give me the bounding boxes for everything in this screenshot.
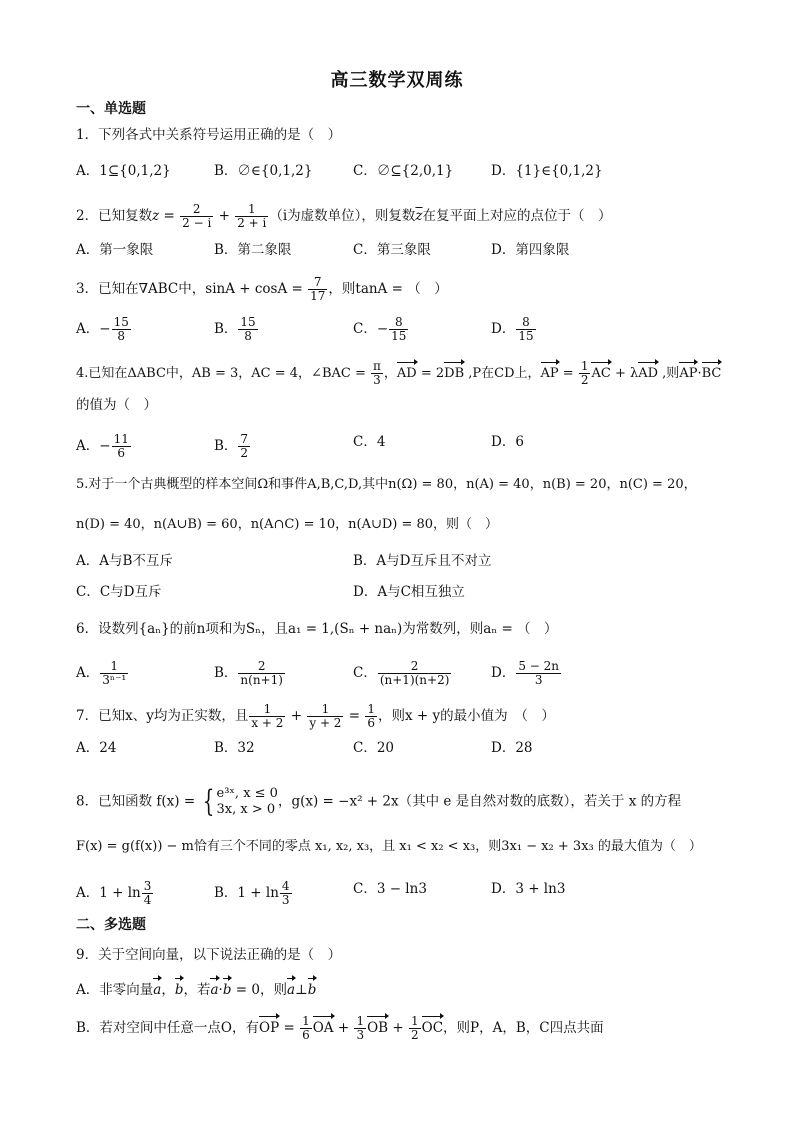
question-6-option-b: B． $\frac{2}{n(n+1)}$ [214,659,283,687]
question-7-option-b: B．32 [214,740,255,756]
question-3-stem: 3．已知在∇ABC中，sinA + cosA = $\frac{7}{17}$ ，则tanA = （ ） [76,275,448,303]
question-3-option-c: C．− $\frac{8}{15}$ [353,315,407,343]
question-5-option-d: D．A与C相互独立 [353,584,465,600]
question-8-stem-line2: F(x) = g(f(x)) − m恰有三个不同的零点 x₁, x₂, x₃，且 x₁ < x₂ < x₃，则3x₁ − x₂ + 3x₃ 的最大值为（ ） [76,839,702,854]
question-5-stem: 5.对于一个古典概型的样本空间Ω和事件A,B,C,D,其中n(Ω) = 80，n(A) = 40，n(B) = 20，n(C) = 20， [76,477,697,492]
question-2-stem: 2．已知复数z = $\frac{2}{2 - i}$ + $\frac{1}{2 + i}$ （i为虚数单位），则复数$\overline{z}$在复平面上对应的点位于（ ） [76,202,612,230]
question-3-option-a: A．− $\frac{15}{8}$ [76,315,129,343]
question-6-option-c: C． $\frac{2}{(n+1)(n+2)}$ [353,659,450,687]
question-5-stem-line2: n(D) = 40，n(A∪B) = 60，n(A∩C) = 10，n(A∪D) = 80，则（ ） [76,517,499,532]
question-8-option-d: D．3 + ln3 [491,881,566,897]
question-3-option-d: D． $\frac{8}{15}$ [491,315,534,343]
section-heading-multiple-choice: 二、多选题 [76,917,146,933]
question-1-option-c: C．∅⊆{2,0,1} [353,163,454,179]
fraction: $\frac{7}{17}$ [310,275,326,303]
question-4-option-c: C．4 [353,434,386,450]
question-7-option-d: D．28 [491,740,533,756]
question-6-stem: 6．设数列{aₙ}的前n项和为Sₙ，且a₁ = 1,(Sₙ + naₙ)为常数列，则aₙ = （ ） [76,621,558,637]
question-2-option-a: A．第一象限 [76,242,154,258]
question-5-option-b: B．A与D互斥且不对立 [353,553,492,569]
section-heading-single-choice: 一、单选题 [76,101,146,117]
question-1-option-d: D．{1}∈{0,1,2} [491,163,603,179]
question-4-stem: 4.已知在ΔABC中，AB = 3，AC = 4，∠BAC = $\frac{\pi}{3}$ ，AD = 2DB ,P在CD上，AP = $\frac{1}{2}$ AC + λAD ,则AP·BC [76,359,722,387]
question-8-stem: 8．已知函数 f(x) = { e³ˣ, x ≤ 0 3x, x > 0 ，g(x) = −x² + 2x（其中 e 是自然对数的底数），若关于 x 的方程 [76,784,682,819]
question-6-option-a: A． $\frac{1}{\text{3ⁿ⁻¹}}$ [76,659,127,687]
fraction: $\frac{1}{2 + i}$ [237,202,267,230]
question-6-option-d: D． $\frac{5 - 2n}{3}$ [491,659,560,687]
question-1-stem: 1．下列各式中关系符号运用正确的是（ ） [76,127,342,143]
question-8-option-c: C．3 − ln3 [353,881,427,897]
question-8-option-a: A．1 + ln $\frac{3}{4}$ [76,879,152,907]
question-2-option-c: C．第三象限 [353,242,431,258]
question-7-stem: 7．已知x、y均为正实数，且 $\frac{1}{x + 2}$ + $\frac{1}{y + 2}$ = $\frac{1}{6}$ ，则x + y的最小值为 （ ） [76,702,555,730]
question-9-option-b: B．若对空间中任意一点O，有OP = $\frac{1}{6}$ OA + $\frac{1}{3}$ OB + $\frac{1}{2}$ OC，则P，A，B，C四点共面 [76,1014,604,1042]
question-2-option-d: D．第四象限 [491,242,570,258]
page-title: 高三数学双周练 [330,70,464,91]
question-2-option-b: B．第二象限 [214,242,292,258]
fraction: $\frac{2}{2 - i}$ [182,202,212,230]
question-3-option-b: B． $\frac{15}{8}$ [214,315,256,343]
question-4-option-a: A．− $\frac{11}{6}$ [76,432,129,460]
question-7-option-a: A．24 [76,740,117,756]
question-1-option-a: A．1⊆{0,1,2} [76,163,171,179]
question-4-stem-line2: 的值为（ ） [76,397,157,413]
question-7-option-c: C．20 [353,740,395,756]
question-9-option-a: A．非零向量a，b，若a·b = 0，则a⊥b [76,982,317,998]
question-5-option-c: C．C与D互斥 [76,584,162,600]
question-1-option-b: B．∅∈{0,1,2} [214,163,313,179]
question-4-option-d: D．6 [491,434,524,450]
question-8-option-b: B．1 + ln $\frac{4}{3}$ [214,879,290,907]
question-9-stem: 9．关于空间向量，以下说法正确的是（ ） [76,947,342,963]
question-4-option-b: B． $\frac{7}{2}$ [214,432,249,460]
question-5-option-a: A．A与B不互斥 [76,553,173,569]
